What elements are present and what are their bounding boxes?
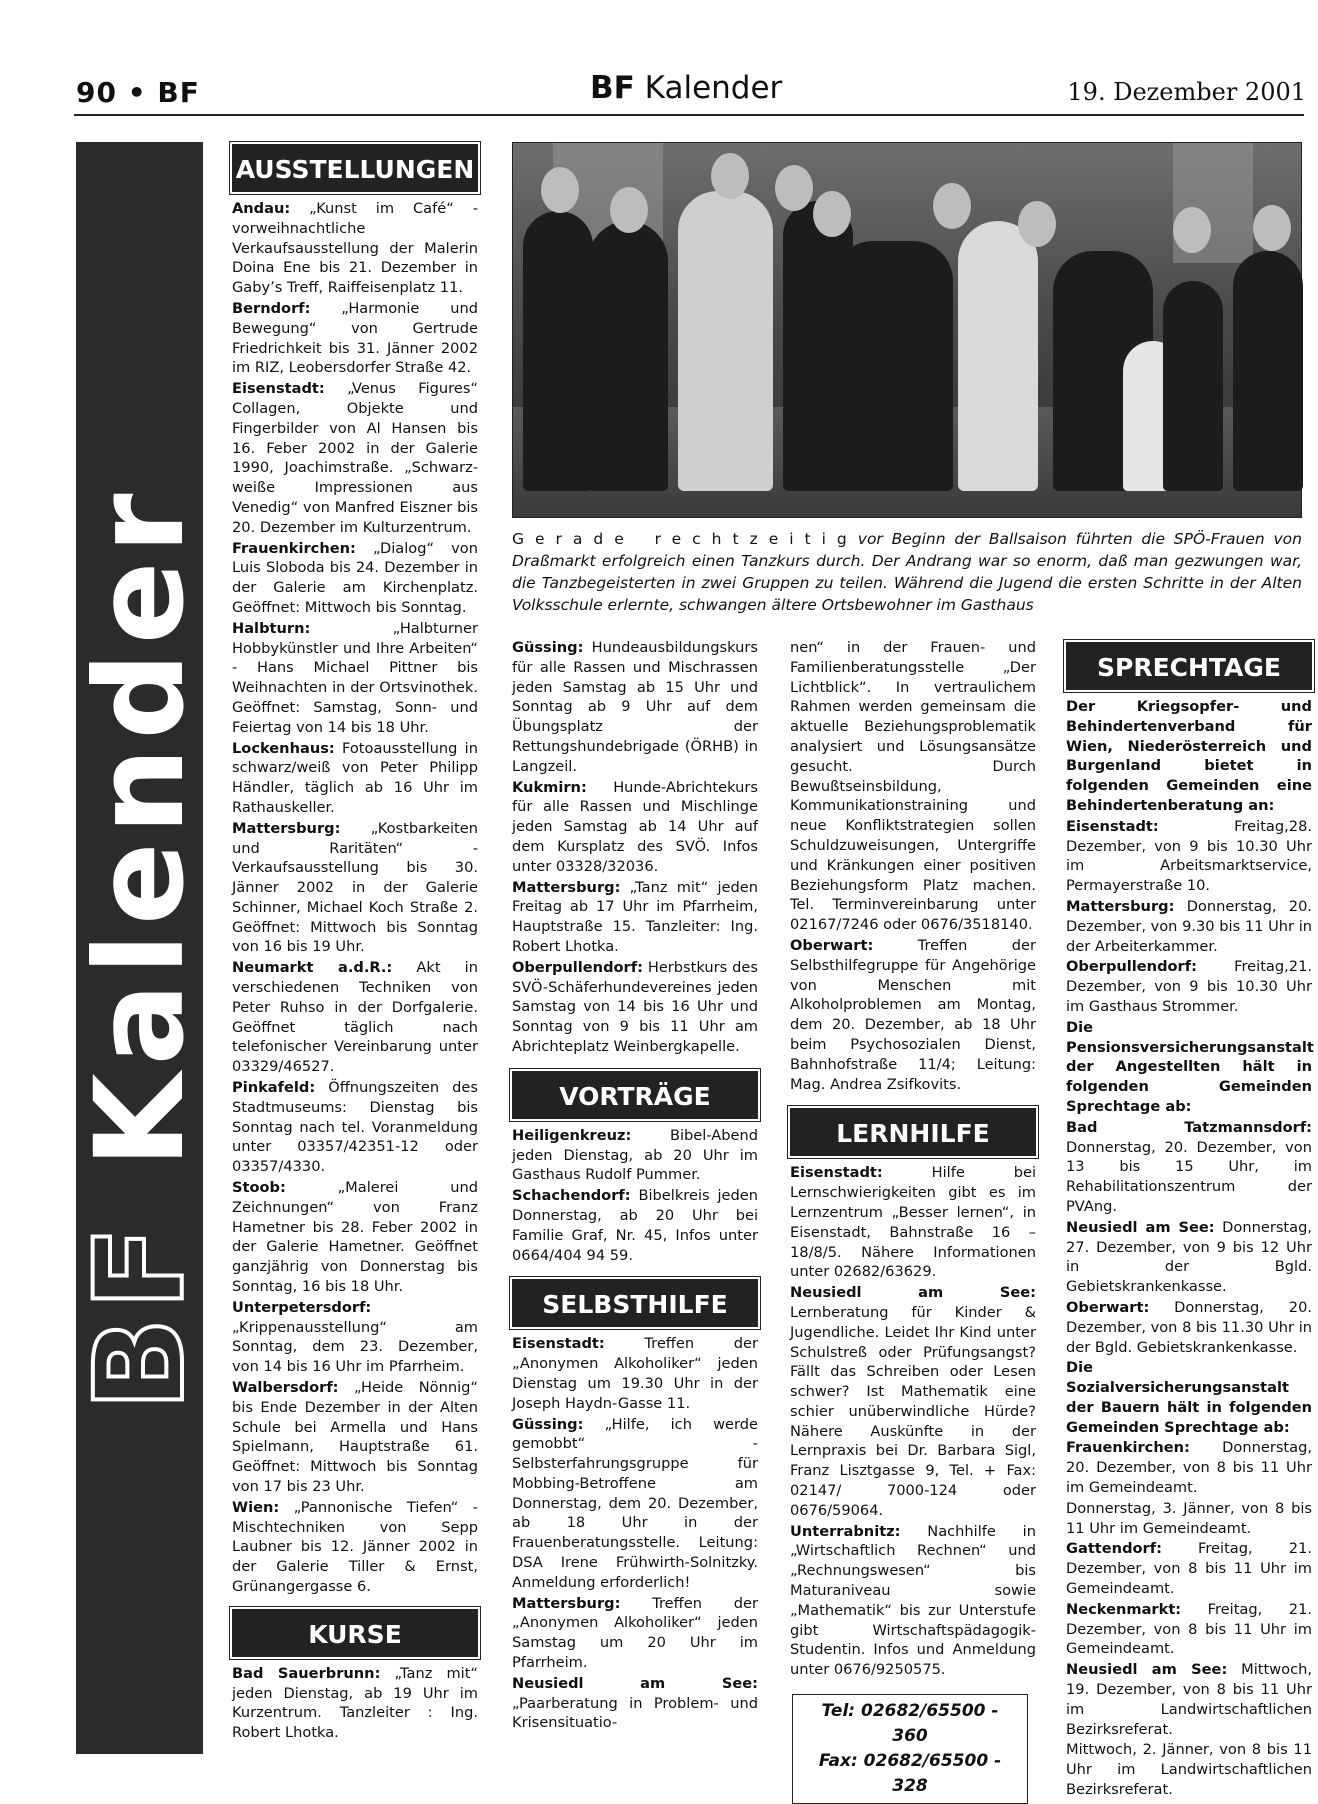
selbsthilfe-list	[512, 1334, 758, 1733]
entry-place: Gattendorf:	[1066, 1540, 1162, 1558]
entry-text: „Tanz mit“ jeden Dienstag, ab 19 Uhr im Kurzentrum. Tanzleiter : Ing. Robert Lhotka.	[232, 1664, 478, 1742]
entry-text: Herbstkurs des SVÖ-Schäferhundevereines jeden Samstag von 14 bis 16 Uhr und Sonntag von 9 bis 11 Uhr am Abrichteplatz Weinbergkapelle.	[512, 958, 758, 1055]
calendar-entry	[232, 739, 478, 818]
calendar-entry	[1066, 1118, 1312, 1217]
calendar-entry	[232, 619, 478, 738]
entry-text: „Tanz mit“ jeden Freitag ab 17 Uhr im Pfarrheim, Hauptstraße 15. Tanzleiter: Ing. Robert Lhotka.	[512, 878, 758, 955]
entry-text: Bibelkreis jeden Donnerstag, ab 20 Uhr bei Familie Graf, Nr. 45, Infos unter 0664/404 94 59.	[512, 1187, 758, 1264]
entry-place: Neusiedl am See:	[790, 1284, 1036, 1302]
contact-tel: Tel: 02682/65500 - 360	[821, 1701, 999, 1747]
calendar-entry	[1066, 1660, 1312, 1739]
calendar-entry	[512, 638, 758, 777]
photo-head	[610, 187, 648, 233]
calendar-entry	[790, 1283, 1036, 1521]
vortraege-list	[512, 1126, 758, 1266]
calendar-entry	[232, 1664, 478, 1743]
entry-text: Lernberatung für Kinder & Jugendliche. Leidet Ihr Kind unter Schulstreß oder Prüfungsangst? Fällt das Schreiben oder Lesen schwer? Ist Mathematik eine schier unüberwindliche Hürde? Nähere Auskünfte in der Lernpraxis bei Dr. Barbara Sigl, Franz Lisztgasse 9, Tel. + Fax: 02147/ 7000-124 oder 0676/59064.	[790, 1303, 1036, 1519]
entry-place: Güssing:	[512, 639, 584, 656]
entry-extra: Mittwoch, 2. Jänner, von 8 bis 11 Uhr im Landwirtschaftlichen Bezirksreferat.	[1066, 1741, 1312, 1799]
sprechtage-kob-list	[1066, 817, 1312, 1017]
entry-text: „Paarberatung in Problem- und Krisensituatio-	[512, 1694, 758, 1732]
entry-text: Fotoausstellung in schwarz/weiß von Peter Philipp Händler, täglich ab 16 Uhr im Rathauskeller.	[232, 739, 478, 816]
calendar-entry	[1066, 897, 1312, 956]
entry-place: Neckenmarkt:	[1066, 1600, 1182, 1618]
ausstellungen-list	[232, 199, 478, 1597]
caption-lead: Gerade rechtzeitig	[512, 530, 858, 548]
calendar-entry	[1066, 1539, 1312, 1598]
entry-place: Güssing:	[512, 1415, 584, 1433]
photo-head	[933, 183, 971, 229]
photo-head	[541, 167, 579, 213]
calendar-entry	[512, 1674, 758, 1733]
calendar-entry	[512, 1415, 758, 1593]
photo-caption	[512, 528, 1302, 616]
entry-text: Bibel-Abend jeden Dienstag, ab 20 Uhr im Gasthaus Rudolf Pummer.	[512, 1126, 758, 1184]
entry-text: Donnerstag, 20. Dezember, von 13 bis 15 Uhr, im Rehabilitationszentrum der PVAng.	[1066, 1138, 1312, 1215]
entry-place: Heiligenkreuz:	[512, 1126, 632, 1144]
entry-place: Neusiedl am See:	[512, 1674, 758, 1692]
photo-head	[1253, 205, 1291, 251]
entry-text: „Pannonische Tiefen“ - Mischtechniken von Sepp Laubner bis 12. Jänner 2002 in der Galerie Tiller & Ernst, Grünangergasse 6.	[232, 1498, 478, 1595]
entry-place: Bad Tatzmannsdorf:	[1066, 1118, 1312, 1136]
calendar-entry	[1066, 1218, 1312, 1297]
sprechtage-intro-kob: Der Kriegsopfer- und Behindertenverband für Wien, Niederösterreich und Burgenland bietet in folgenden Gemeinden eine Behindertenberatung an:	[1066, 698, 1312, 814]
entry-place: Frauenkirchen:	[232, 539, 356, 557]
header-rule	[74, 114, 1304, 116]
calendar-entry	[512, 1334, 758, 1413]
entry-place: Wien:	[232, 1498, 280, 1516]
entry-place: Oberpullendorf:	[512, 958, 643, 976]
section-vortraege: VORTRÄGE	[512, 1071, 758, 1119]
entry-place: Halbturn:	[232, 619, 311, 637]
entry-text: Treffen der „Anonymen Alkoholiker“ jeden Samstag um 20 Uhr im Pfarrheim.	[512, 1594, 758, 1672]
entry-place: Schachendorf:	[512, 1187, 631, 1205]
entry-place: Unterrabnitz:	[790, 1522, 901, 1540]
kurse-continued-list	[512, 638, 758, 1057]
calendar-entry	[790, 1163, 1036, 1282]
photo-head	[1018, 201, 1056, 247]
side-band-word: Kalender	[69, 485, 211, 1168]
entry-text: „Kostbarkeiten und Raritäten“ - Verkaufsausstellung bis 30. Jänner 2002 in der Galerie Schinner, Michael Koch Straße 2. Geöffnet: Mittwoch bis Sonntag von 16 bis 19 Uhr.	[232, 819, 478, 956]
entry-text: Treffen der Selbsthilfegruppe für Angehörige von Menschen mit Alkoholproblemen am Montag, dem 20. Dezember, ab 18 Uhr beim Psychosozialen Dienst, Bahnhofstraße 11/4; Leitung: Mag. Andrea Zsifkovits.	[790, 936, 1036, 1093]
calendar-entry	[1066, 817, 1312, 896]
photo-head	[711, 153, 749, 199]
calendar-entry	[232, 958, 478, 1077]
lernhilfe-list	[790, 1163, 1036, 1680]
entry-extra: Donnerstag, 3. Jänner, von 8 bis 11 Uhr im Gemeindeamt.	[1066, 1499, 1312, 1537]
photo-person	[1233, 251, 1303, 491]
photo-person	[1163, 281, 1223, 491]
entry-text: Mittwoch, 19. Dezember, von 8 bis 11 Uhr im Landwirtschaftlichen Bezirksreferat.	[1066, 1661, 1312, 1738]
entry-text: Freitag, 21. Dezember, von 8 bis 11 Uhr im Gemeindeamt.	[1066, 1600, 1312, 1658]
photo-person	[678, 191, 773, 491]
entry-text: „Malerei und Zeichnungen“ von Franz Hametner bis 28. Feber 2002 in der Galerie Hametner. Geöffnet ganzjährig von Donnerstag bis Sonntag, 16 bis 18 Uhr.	[232, 1179, 478, 1296]
entry-place: Andau:	[232, 200, 291, 217]
title-word: Kalender	[644, 70, 783, 106]
side-band	[69, 142, 211, 1754]
entry-place: Eisenstadt:	[512, 1335, 605, 1353]
calendar-entry	[790, 936, 1036, 1094]
entry-text: Akt in verschiedenen Techniken von Peter Ruhso in der Dorfgalerie. Geöffnet täglich nach telefonischer Vereinbarung unter 03329/46527.	[232, 959, 478, 1076]
entry-text: Hundeausbildungskurs für alle Rassen und Mischrassen jeden Samstag ab 15 Uhr und Sonntag ab 9 Uhr auf dem Übungsplatz der Rettungshundebrigade (ÖRHB) in Langzeil.	[512, 639, 758, 775]
entry-place: Unterpetersdorf:	[232, 1298, 372, 1316]
column-sprechtage	[1066, 640, 1314, 1799]
calendar-entry	[790, 638, 1036, 935]
entry-place: Eisenstadt:	[232, 380, 325, 398]
calendar-entry	[232, 1498, 478, 1597]
entry-text: „Kunst im Café“ - vorweihnachtliche Verkaufsausstellung der Malerin Doina Ene bis 21. Dezember in Gaby’s Treff, Raiffeisenplatz 11.	[232, 200, 478, 297]
entry-text: Öffnungszeiten des Stadtmuseums: Dienstag bis Sonntag nach tel. Voranmeldung unter 03357/42351-12 oder 03357/4330.	[232, 1079, 478, 1176]
entry-text: „Hilfe, ich werde gemobbt“ - Selbsterfahrungsgruppe für Mobbing-Betroffene am Donnerstag, dem 20. Dezember, ab 18 Uhr in der Frauenberatungsstelle. Leitung: DSA Irene Frühwirth-Solnitzky. Anmeldung erforderlich!	[512, 1415, 758, 1591]
photo-head	[813, 191, 851, 237]
calendar-entry	[232, 1078, 478, 1177]
entry-text: Hunde-Abrichtekurs für alle Rassen und Mischlinge jeden Samstag ab 14 Uhr auf dem Kursplatz des SVÖ. Infos unter 03328/32036.	[512, 778, 758, 875]
entry-place: Neusiedl am See:	[1066, 1218, 1215, 1236]
entry-place: Kukmirn:	[512, 778, 587, 796]
entry-text: Donnerstag, 27. Dezember, von 9 bis 12 Uhr in der Bgld. Gebietskrankenkasse.	[1066, 1218, 1312, 1296]
entry-place: Mattersburg:	[512, 878, 621, 896]
calendar-entry	[232, 299, 478, 378]
calendar-entry	[512, 878, 758, 957]
entry-place: Walbersdorf:	[232, 1379, 339, 1397]
photo-person	[523, 211, 593, 491]
entry-place: Lockenhaus:	[232, 739, 335, 757]
calendar-entry	[512, 1594, 758, 1673]
calendar-entry	[1066, 1600, 1312, 1659]
calendar-entry	[512, 778, 758, 877]
entry-text: nen“ in der Frauen- und Familienberatungsstelle „Der Lichtblick“. In vertraulichem Rahmen werden gemeinsam die aktuelle Beziehungsproblematik analysiert und Lösungsansätze gesucht. Durch Bewußtseinsbildung, Kommunikationstraining und neue Konfliktstrategien sollen Schuldzuweisungen, Untergriffe und Kränkungen einer positiven Beziehungsform Platz machen. Tel. Terminvereinbarung unter 02167/7246 oder 0676/3518140.	[790, 639, 1036, 934]
entry-place: Oberwart:	[1066, 1298, 1150, 1316]
calendar-entry	[1066, 1298, 1312, 1357]
entry-place: Oberwart:	[790, 936, 874, 954]
caption-text: vor Beginn der Ballsaison führten die SPÖ-Frauen von Draßmarkt erfolgreich einen Tanzkurs durch. Der Andrang war so enorm, daß man gezwungen war, die Tanzbegeisterten in zwei Gruppen zu teilen. Während die Jugend die ersten Schritte in der Alten Volksschule erlernte, schwangen ältere Ortsbewohner im Gasthaus	[512, 530, 1302, 614]
entry-place: Stoob:	[232, 1179, 286, 1197]
entry-text: Donnerstag, 20. Dezember, von 9.30 bis 11 Uhr in der Arbeiterkammer.	[1066, 897, 1312, 955]
sprechtage-pva-list	[1066, 1118, 1312, 1358]
calendar-entry	[512, 1186, 758, 1265]
entry-place: Mattersburg:	[1066, 897, 1175, 915]
calendar-entry	[512, 958, 758, 1057]
calendar-entry	[1066, 1438, 1312, 1497]
section-kurse: KURSE	[232, 1609, 478, 1657]
entry-text: Freitag,21. Dezember, von 9 bis 10.30 Uhr im Gasthaus Strommer.	[1066, 958, 1312, 1015]
calendar-entry	[232, 199, 478, 298]
entry-place: Mattersburg:	[232, 819, 341, 837]
photo-person	[958, 221, 1038, 491]
page-number: 90 • BF	[76, 76, 200, 109]
section-lernhilfe: LERNHILFE	[790, 1108, 1036, 1156]
side-band-brand: BF	[69, 1218, 211, 1411]
page-title	[590, 70, 782, 106]
entry-text: Freitag,28. Dezember, von 9 bis 10.30 Uhr im Arbeitsmarktservice, Permayerstraße 10.	[1066, 817, 1312, 895]
entry-text: „Venus Figures“ Collagen, Objekte und Fingerbilder von Al Hansen bis 16. Feber 2002 in der Galerie 1990, Joachimstraße. „Schwarz-weiße Impressionen aus Venedig“ von Manfred Eiszner bis 20. Dezember im Kulturzentrum.	[232, 380, 478, 536]
calendar-entry	[232, 819, 478, 958]
selbsthilfe-continued-list	[790, 638, 1036, 1094]
photo-head	[1173, 207, 1211, 253]
entry-place: Neumarkt a.d.R.:	[232, 959, 393, 977]
entry-place: Berndorf:	[232, 299, 311, 317]
entry-text: Donnerstag, 20. Dezember, von 8 bis 11.30 Uhr in der Bgld. Gebietskrankenkasse.	[1066, 1298, 1312, 1356]
entry-text: Freitag, 21. Dezember, von 8 bis 11 Uhr im Gemeindeamt.	[1066, 1540, 1312, 1598]
section-sprechtage: SPRECHTAGE	[1066, 642, 1312, 690]
issue-date: 19. Dezember 2001	[1067, 78, 1306, 106]
title-brand: BF	[590, 70, 635, 106]
entry-place: Frauenkirchen:	[1066, 1439, 1190, 1457]
sprechtage-intro-pva: Die Pensionsversicherungsanstalt der Angestellten hält in folgenden Gemeinden Sprechtage ab:	[1066, 1018, 1314, 1115]
calendar-entry	[232, 1178, 478, 1297]
contact-fax: Fax: 02682/65500 - 328	[818, 1751, 1002, 1797]
photo-head	[775, 165, 813, 211]
entry-place: Oberpullendorf:	[1066, 958, 1197, 976]
sprechtage-intro-svb: Die Sozialversicherungsanstalt der Bauern hält in folgenden Gemeinden Sprechtage ab:	[1066, 1359, 1312, 1436]
entry-place: Neusiedl am See:	[1066, 1661, 1228, 1679]
calendar-entry	[512, 1126, 758, 1185]
entry-text: „Dialog“ von Luis Sloboda bis 24. Dezember in der Galerie am Kirchenplatz. Geöffnet: Mittwoch bis Sonntag.	[232, 539, 478, 616]
calendar-entry	[790, 1522, 1036, 1680]
column-lernhilfe	[790, 638, 1036, 1797]
contact-box	[792, 1694, 1028, 1804]
side-band-text	[68, 138, 212, 1758]
entry-place: Eisenstadt:	[790, 1164, 883, 1182]
entry-text: „Harmonie und Bewegung“ von Gertrude Friedrichkeit bis 31. Jänner 2002 im RIZ, Leobersdorfer Straße 42.	[232, 299, 478, 377]
entry-place: Pinkafeld:	[232, 1079, 316, 1097]
entry-place: Mattersburg:	[512, 1594, 621, 1612]
entry-text: Donnerstag, 20. Dezember, von 8 bis 11 Uhr im Gemeindeamt.	[1066, 1439, 1312, 1497]
calendar-entry	[232, 539, 478, 618]
calendar-entry	[232, 379, 478, 537]
photo-person	[588, 221, 668, 491]
sprechtage-svb-list	[1066, 1438, 1312, 1799]
entry-text: Hilfe bei Lernschwierigkeiten gibt es im Lernzentrum „Besser lernen“, in Eisenstadt, Bahnstraße 16 – 18/8/5. Nähere Informationen unter 02682/63629.	[790, 1164, 1036, 1281]
entry-text: „Krippenausstellung“ am Sonntag, dem 23. Dezember, von 14 bis 16 Uhr im Pfarrheim.	[232, 1318, 478, 1376]
photo-person	[833, 241, 953, 491]
kurse-list	[232, 1664, 478, 1743]
entry-text: Treffen der „Anonymen Alkoholiker“ jeden Dienstag um 19.30 Uhr in der Joseph Haydn-Gasse 11.	[512, 1335, 758, 1412]
entry-place: Eisenstadt:	[1066, 817, 1159, 835]
entry-text: Nachhilfe in „Wirtschaftlich Rechnen“ und „Rechnungswesen“ bis Maturaniveau sowie „Mathematik“ bis zur Unterstufe gibt Wirtschaftspädagogik-Studentin. Infos und Anmeldung unter 0676/9250575.	[790, 1522, 1036, 1679]
section-selbsthilfe: SELBSTHILFE	[512, 1279, 758, 1327]
section-ausstellungen: AUSSTELLUNGEN	[232, 144, 478, 192]
entry-place: Bad Sauerbrunn:	[232, 1664, 381, 1682]
column-ausstellungen	[232, 142, 478, 1754]
entry-text: „Halbturner Hobbykünstler und Ihre Arbeiten“ - Hans Michael Pittner bis Weihnachten in der Ortsvinothek. Geöffnet: Samstag, Sonn- und Feiertag von 14 bis 18 Uhr.	[232, 619, 478, 736]
entry-text: „Heide Nönnig“ bis Ende Dezember in der Alten Schule bei Armella und Hans Spielmann, Hauptstraße 61. Geöffnet: Mittwoch bis Sonntag von 17 bis 23 Uhr.	[232, 1379, 478, 1495]
calendar-entry	[1066, 957, 1312, 1016]
column-kurse-vortraege	[512, 638, 758, 1754]
dance-course-photo	[512, 142, 1302, 518]
calendar-entry	[232, 1378, 478, 1497]
calendar-entry	[232, 1298, 478, 1377]
